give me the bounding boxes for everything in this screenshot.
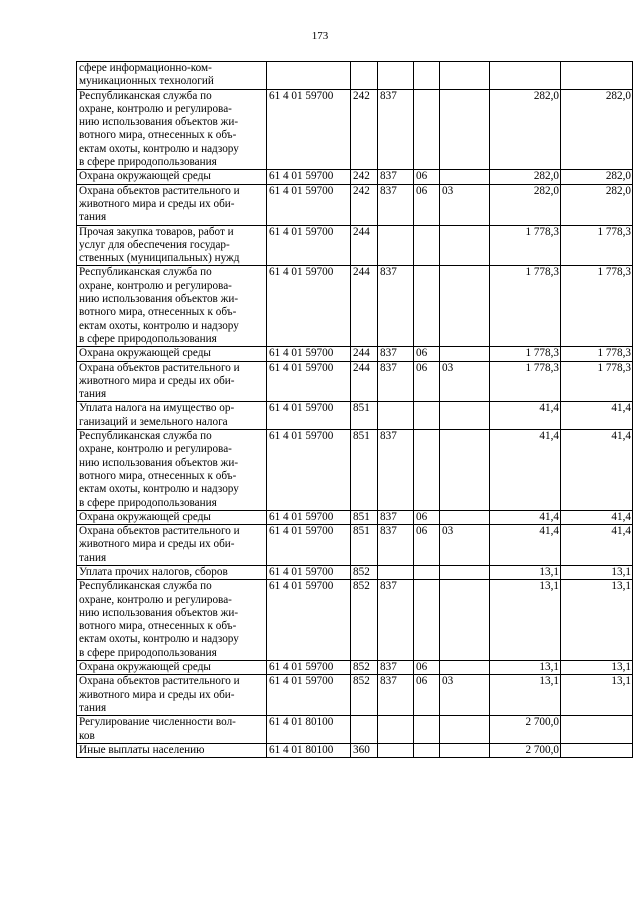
subsection-code-cell [440,743,490,757]
ministry-code-cell: 837 [378,361,414,402]
expense-type-cell: 851 [351,510,378,524]
page-number: 173 [311,30,329,42]
amount-cell-1: 13,1 [490,565,561,579]
amount-cell-2: 1 778,3 [561,266,633,347]
section-code-cell: 06 [414,184,440,225]
budget-table [76,61,633,758]
table-row [77,184,633,225]
table-row [77,743,633,757]
section-code-cell: 06 [414,525,440,566]
subsection-code-cell [440,62,490,90]
amount-cell-2: 282,0 [561,89,633,170]
target-article-code-cell: 61 4 01 59700 [267,580,351,661]
ministry-code-cell [378,716,414,744]
ministry-code-cell: 837 [378,430,414,511]
row-name-cell: Республиканская служба по охране, контролю и регулирова- нию использования объектов жи- вотного мира, отнесенных к объ- ектам охоты, контролю и надзору в сфере природопользования [77,266,267,347]
amount-cell-2: 13,1 [561,565,633,579]
section-code-cell: 06 [414,361,440,402]
expense-type-cell [351,716,378,744]
target-article-code-cell: 61 4 01 59700 [267,361,351,402]
amount-cell-1: 41,4 [490,430,561,511]
target-article-code-cell [267,62,351,90]
amount-cell-1: 41,4 [490,525,561,566]
amount-cell-1: 282,0 [490,89,561,170]
table-row [77,62,633,90]
row-name-cell: Охрана объектов растительного и животного мира и среды их оби- тания [77,675,267,716]
ministry-code-cell: 837 [378,661,414,675]
amount-cell-2: 13,1 [561,675,633,716]
subsection-code-cell [440,266,490,347]
amount-cell-1: 13,1 [490,661,561,675]
expense-type-cell: 851 [351,402,378,430]
target-article-code-cell: 61 4 01 59700 [267,565,351,579]
expense-type-cell: 244 [351,266,378,347]
expense-type-cell: 851 [351,430,378,511]
subsection-code-cell [440,580,490,661]
amount-cell-1: 1 778,3 [490,225,561,266]
table-row [77,525,633,566]
amount-cell-1: 1 778,3 [490,347,561,361]
ministry-code-cell [378,402,414,430]
subsection-code-cell [440,347,490,361]
budget-table-body [77,62,633,758]
amount-cell-2: 1 778,3 [561,225,633,266]
subsection-code-cell [440,661,490,675]
amount-cell-2 [561,62,633,90]
ministry-code-cell: 837 [378,89,414,170]
amount-cell-1: 2 700,0 [490,716,561,744]
amount-cell-1: 1 778,3 [490,266,561,347]
subsection-code-cell [440,170,490,184]
row-name-cell: Уплата налога на имущество ор- ганизаций и земельного налога [77,402,267,430]
row-name-cell: Иные выплаты населению [77,743,267,757]
row-name-cell: Регулирование численности вол- ков [77,716,267,744]
target-article-code-cell: 61 4 01 59700 [267,89,351,170]
table-row [77,89,633,170]
target-article-code-cell: 61 4 01 59700 [267,266,351,347]
section-code-cell [414,402,440,430]
subsection-code-cell: 03 [440,675,490,716]
section-code-cell: 06 [414,170,440,184]
row-name-cell: Охрана окружающей среды [77,661,267,675]
amount-cell-2: 282,0 [561,184,633,225]
row-name-cell: Охрана окружающей среды [77,170,267,184]
table-row [77,225,633,266]
expense-type-cell: 851 [351,525,378,566]
section-code-cell [414,89,440,170]
ministry-code-cell [378,62,414,90]
ministry-code-cell: 837 [378,347,414,361]
subsection-code-cell: 03 [440,525,490,566]
table-row [77,402,633,430]
expense-type-cell: 360 [351,743,378,757]
amount-cell-2: 13,1 [561,661,633,675]
ministry-code-cell: 837 [378,580,414,661]
row-name-cell: Республиканская служба по охране, контролю и регулирова- нию использования объектов жи- вотного мира, отнесенных к объ- ектам охоты, контролю и надзору в сфере природопользования [77,89,267,170]
target-article-code-cell: 61 4 01 59700 [267,510,351,524]
section-code-cell: 06 [414,510,440,524]
amount-cell-2: 41,4 [561,430,633,511]
subsection-code-cell: 03 [440,184,490,225]
section-code-cell [414,565,440,579]
row-name-cell: Республиканская служба по охране, контролю и регулирова- нию использования объектов жи- вотного мира, отнесенных к объ- ектам охоты, контролю и надзору в сфере природопользования [77,430,267,511]
section-code-cell [414,266,440,347]
expense-type-cell: 852 [351,661,378,675]
target-article-code-cell: 61 4 01 59700 [267,525,351,566]
table-row [77,510,633,524]
table-row [77,565,633,579]
target-article-code-cell: 61 4 01 80100 [267,716,351,744]
section-code-cell [414,716,440,744]
amount-cell-1: 2 700,0 [490,743,561,757]
row-name-cell: Охрана окружающей среды [77,347,267,361]
amount-cell-1: 41,4 [490,510,561,524]
amount-cell-1: 13,1 [490,580,561,661]
expense-type-cell: 242 [351,89,378,170]
expense-type-cell: 852 [351,675,378,716]
ministry-code-cell: 837 [378,675,414,716]
ministry-code-cell: 837 [378,170,414,184]
ministry-code-cell [378,743,414,757]
row-name-cell: Охрана окружающей среды [77,510,267,524]
row-name-cell: Прочая закупка товаров, работ и услуг для обеспечения государ- ственных (муниципальных) нужд [77,225,267,266]
amount-cell-1 [490,62,561,90]
row-name-cell: Охрана объектов растительного и животного мира и среды их оби- тания [77,361,267,402]
amount-cell-1: 13,1 [490,675,561,716]
amount-cell-2: 41,4 [561,510,633,524]
expense-type-cell: 244 [351,347,378,361]
table-row [77,170,633,184]
subsection-code-cell [440,402,490,430]
target-article-code-cell: 61 4 01 59700 [267,675,351,716]
target-article-code-cell: 61 4 01 59700 [267,402,351,430]
table-row [77,716,633,744]
row-name-cell: Уплата прочих налогов, сборов [77,565,267,579]
ministry-code-cell: 837 [378,266,414,347]
target-article-code-cell: 61 4 01 59700 [267,347,351,361]
target-article-code-cell: 61 4 01 59700 [267,430,351,511]
table-row [77,430,633,511]
subsection-code-cell [440,89,490,170]
ministry-code-cell: 837 [378,525,414,566]
ministry-code-cell [378,565,414,579]
amount-cell-1: 41,4 [490,402,561,430]
ministry-code-cell: 837 [378,510,414,524]
expense-type-cell: 244 [351,225,378,266]
amount-cell-2: 41,4 [561,525,633,566]
amount-cell-1: 282,0 [490,170,561,184]
subsection-code-cell: 03 [440,361,490,402]
ministry-code-cell [378,225,414,266]
amount-cell-2: 1 778,3 [561,361,633,402]
amount-cell-1: 1 778,3 [490,361,561,402]
section-code-cell: 06 [414,675,440,716]
amount-cell-2: 1 778,3 [561,347,633,361]
section-code-cell [414,225,440,266]
target-article-code-cell: 61 4 01 59700 [267,661,351,675]
target-article-code-cell: 61 4 01 59700 [267,170,351,184]
target-article-code-cell: 61 4 01 59700 [267,225,351,266]
row-name-cell: Охрана объектов растительного и животного мира и среды их оби- тания [77,525,267,566]
subsection-code-cell [440,430,490,511]
section-code-cell [414,62,440,90]
row-name-cell: Охрана объектов растительного и животного мира и среды их оби- тания [77,184,267,225]
expense-type-cell: 242 [351,184,378,225]
target-article-code-cell: 61 4 01 59700 [267,184,351,225]
section-code-cell [414,743,440,757]
amount-cell-2: 41,4 [561,402,633,430]
section-code-cell [414,580,440,661]
table-row [77,347,633,361]
subsection-code-cell [440,716,490,744]
row-name-cell: сфере информационно-ком- муникационных технологий [77,62,267,90]
expense-type-cell: 852 [351,565,378,579]
amount-cell-2: 282,0 [561,170,633,184]
table-row [77,580,633,661]
subsection-code-cell [440,565,490,579]
target-article-code-cell: 61 4 01 80100 [267,743,351,757]
subsection-code-cell [440,510,490,524]
expense-type-cell [351,62,378,90]
section-code-cell [414,430,440,511]
table-row [77,675,633,716]
table-row [77,266,633,347]
amount-cell-2 [561,743,633,757]
row-name-cell: Республиканская служба по охране, контролю и регулирова- нию использования объектов жи- вотного мира, отнесенных к объ- ектам охоты, контролю и надзору в сфере природопользования [77,580,267,661]
table-row [77,361,633,402]
amount-cell-2 [561,716,633,744]
section-code-cell: 06 [414,347,440,361]
expense-type-cell: 242 [351,170,378,184]
amount-cell-2: 13,1 [561,580,633,661]
ministry-code-cell: 837 [378,184,414,225]
subsection-code-cell [440,225,490,266]
table-row [77,661,633,675]
expense-type-cell: 852 [351,580,378,661]
section-code-cell: 06 [414,661,440,675]
expense-type-cell: 244 [351,361,378,402]
amount-cell-1: 282,0 [490,184,561,225]
